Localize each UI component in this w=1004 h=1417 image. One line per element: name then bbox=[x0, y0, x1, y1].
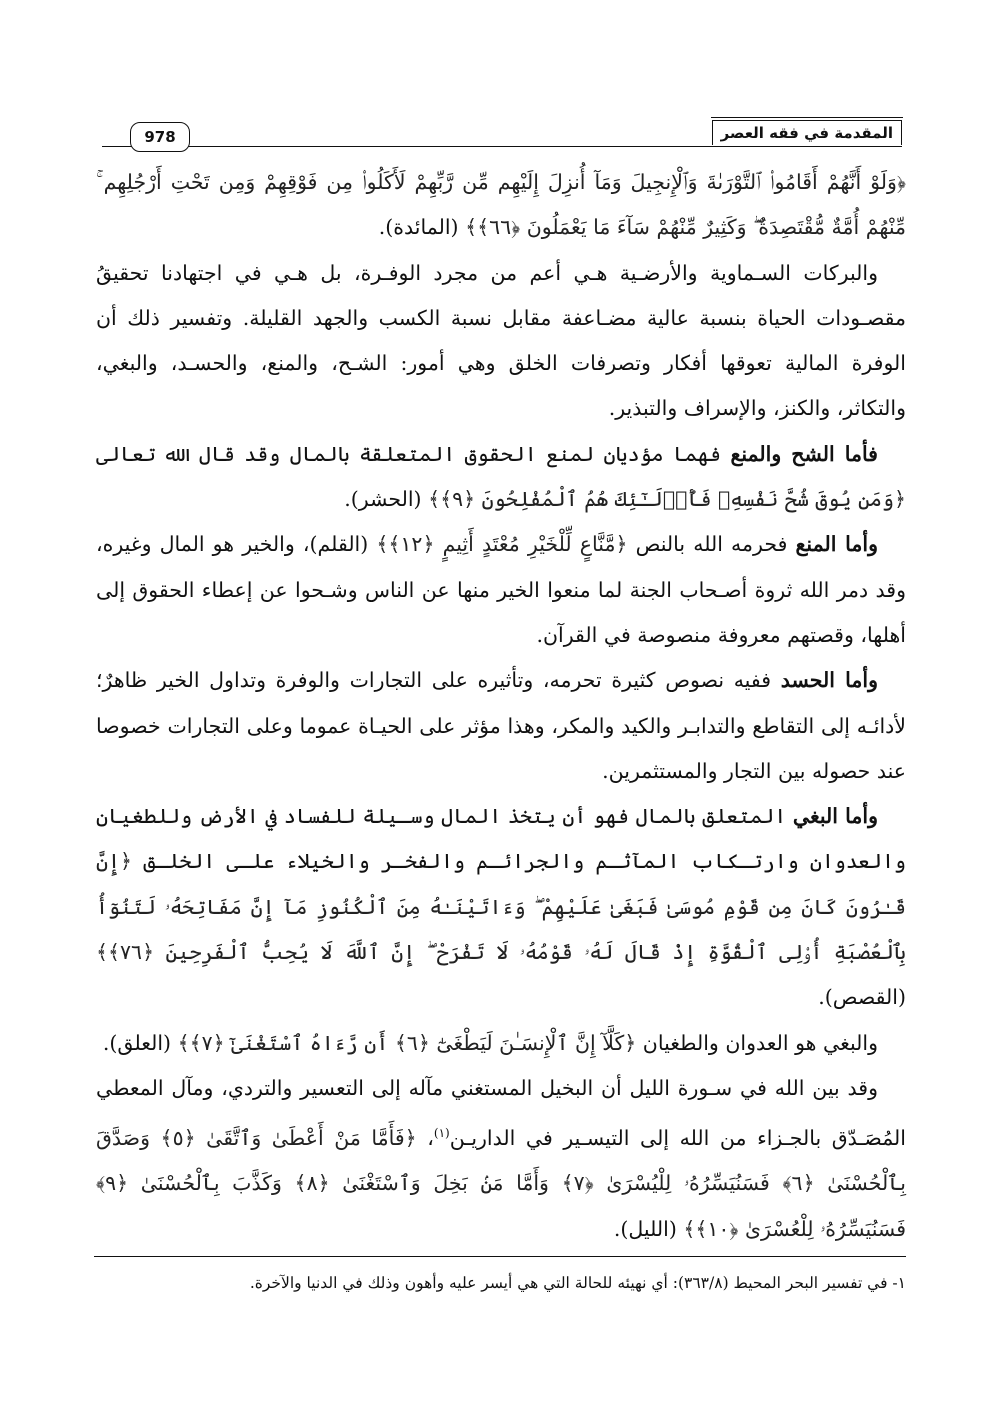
paragraph-text: وقد بين الله في سـورة الليل أن البخيل المستغني مآله إلى التعسير والتردي، ومآل المعطي المُصَـدّق بالجـزاء من الله إلى التيسـير في الداريـن bbox=[96, 1075, 906, 1151]
page-number: 978 bbox=[130, 122, 190, 152]
header-rule bbox=[102, 146, 902, 147]
quran-verse: ﴿فَأَمَّا مَنْ أَعْطَىٰ وَٱتَّقَىٰ ﴿٥﴾ وَصَدَّقَ بِٱلْحُسْنَىٰ ﴿٦﴾ فَسَنُيَسِّرُهُۥ لِلْيُسْرَىٰ ﴿٧﴾ وَأَمَّا مَنۢ بَخِلَ وَٱسْتَغْنَىٰ ﴿٨﴾ وَكَذَّبَ بِٱلْحُسْنَىٰ ﴿٩﴾ فَسَنُيَسِّرُهُۥ لِلْعُسْرَىٰ ﴿١٠﴾﴾ bbox=[96, 1126, 906, 1241]
paragraph-text: (القلم)، والخير هو المال وغيره، وقد دمر الله ثروة أصـحاب الجنة لما منعوا الخير منها عن الناس وشـحوا عن إعطاء الحقوق إلى أهلها، وقصتهم معروفة منصوصة في القرآن. bbox=[96, 532, 906, 647]
paragraph-heading: وأما الحسد bbox=[780, 668, 878, 693]
surah-reference: (الحشر). bbox=[344, 487, 429, 512]
surah-reference: (المائدة). bbox=[378, 215, 459, 240]
running-header bbox=[102, 118, 902, 148]
paragraph-6 bbox=[96, 794, 906, 1020]
paragraph-5 bbox=[96, 658, 906, 794]
paragraph-text: ففيه نصوص كثيرة تحرمه، وتأثيره على التجارات والوفرة وتداول الخير ظاهرٌ؛ لأدائـه إلى التقاطع والتدابـر والكيد والمكر، وهذا مؤثر على الحيـاة عموما وعلى التجارات خصوصا عند حصوله بين التجار والمستثمرين. bbox=[96, 668, 906, 783]
paragraph-text: فهما مؤديان لمنع الحقوق المتعلقة بالمال وقد قال الله تعالى bbox=[96, 441, 731, 466]
footnote-marker[interactable]: (١) bbox=[433, 1126, 450, 1141]
footnote-rule bbox=[94, 1256, 906, 1257]
quran-verse: ﴿إِنَّ قَـٰرُونَ كَانَ مِن قَوْمِ مُوسَىٰ فَبَغَىٰ عَلَيْهِمْ ۖ وَءَاتَيْنَـٰهُ مِنَ ٱلْكُنُوزِ مَآ إِنَّ مَفَاتِحَهُۥ لَتَنُوٓأُ بِٱلْعُصْبَةِ أُو۟لِى ٱلْقُوَّةِ إِذْ قَالَ لَهُۥ قَوْمُهُۥ لَا تَفْرَحْ ۖ إِنَّ ٱللَّهَ لَا يُحِبُّ ٱلْفَرِحِينَ ﴿٧٦﴾﴾ bbox=[96, 849, 906, 965]
paragraph-text: والبغي هو العدوان والطغيان bbox=[636, 1030, 878, 1055]
paragraph-text: المتعلق بالمال فهو أن يتخذ المال وسـيلة للفساد في الأرض وللطغيان والعدوان وارتـكاب المآثـم والجرائـم والفخـر والخيلاء علـى الخلـق bbox=[96, 804, 906, 874]
paragraph-8 bbox=[96, 1066, 906, 1252]
surah-reference: (القصص). bbox=[818, 985, 906, 1010]
paragraph-4 bbox=[96, 522, 906, 658]
paragraph-text: فحرمه الله بالنص bbox=[627, 532, 796, 557]
quran-verse: ﴿مَّنَّاعٍ لِّلْخَيْرِ مُعْتَدٍ أَثِيمٍ ﴿١٢﴾﴾ bbox=[376, 532, 628, 557]
footnote: ١- في تفسير البحر المحيط (٣٦٣/٨): أي نهيئه للحالة التي هي أيسر عليه وأهون وذلك في الدنيا والآخرة. bbox=[249, 1274, 906, 1292]
paragraph-heading: وأما المنع bbox=[795, 532, 878, 557]
quran-verse: ﴿وَلَوْ أَنَّهُمْ أَقَامُوا۟ ٱلتَّوْرَىٰةَ وَٱلْإِنجِيلَ وَمَآ أُنزِلَ إِلَيْهِم مِّن رَّبِّهِمْ لَأَكَلُوا۟ مِن فَوْقِهِمْ وَمِن تَحْتِ أَرْجُلِهِم ۚ مِّنْهُمْ أُمَّةٌ مُّقْتَصِدَةٌ ۖ وَكَثِيرٌ مِّنْهُمْ سَآءَ مَا يَعْمَلُونَ ﴿٦٦﴾﴾ bbox=[96, 170, 906, 240]
paragraph-7 bbox=[96, 1021, 906, 1066]
separator: ، bbox=[416, 1126, 434, 1151]
main-text bbox=[96, 160, 906, 1252]
surah-reference: (العلق). bbox=[102, 1030, 178, 1055]
paragraph-3 bbox=[96, 432, 906, 523]
quran-verse: ﴿وَمَن يُوقَ شُحَّ نَفْسِهِۦ فَأُو۟لَـٰٓئِكَ هُمُ ٱلْمُفْلِحُونَ ﴿٩﴾﴾ bbox=[428, 487, 906, 512]
header-title: المقدمة في فقه العصر bbox=[712, 120, 902, 145]
paragraph-heading: فأما الشح والمنع bbox=[730, 441, 878, 466]
quran-verse: ﴿كَلَّآ إِنَّ ٱلْإِنسَـٰنَ لَيَطْغَىٰٓ ﴿٦﴾ أَن رَّءَاهُ ٱسْتَغْنَىٰٓ ﴿٧﴾﴾ bbox=[177, 1030, 637, 1055]
paragraph-2: والبركات السـماوية والأرضـية هـي أعم من مجرد الوفـرة، بل هـي في اجتهادنا تحقيقُ مقصـودات الحياة بنسبة عالية مضـاعفة مقابل نسبة الكسب والجهد القليلة. وتفسير ذلك أن الوفرة المالية تعوقها أفكار وتصرفات الخلق وهي أمور: الشـح، والمنع، والحسـد، والبغي، والتكاثر، والكنز، والإسراف والتبذير. bbox=[96, 260, 906, 421]
surah-reference: (الليل). bbox=[613, 1216, 684, 1241]
paragraph-1 bbox=[96, 160, 906, 251]
paragraph-heading: وأما البغي bbox=[792, 804, 878, 829]
